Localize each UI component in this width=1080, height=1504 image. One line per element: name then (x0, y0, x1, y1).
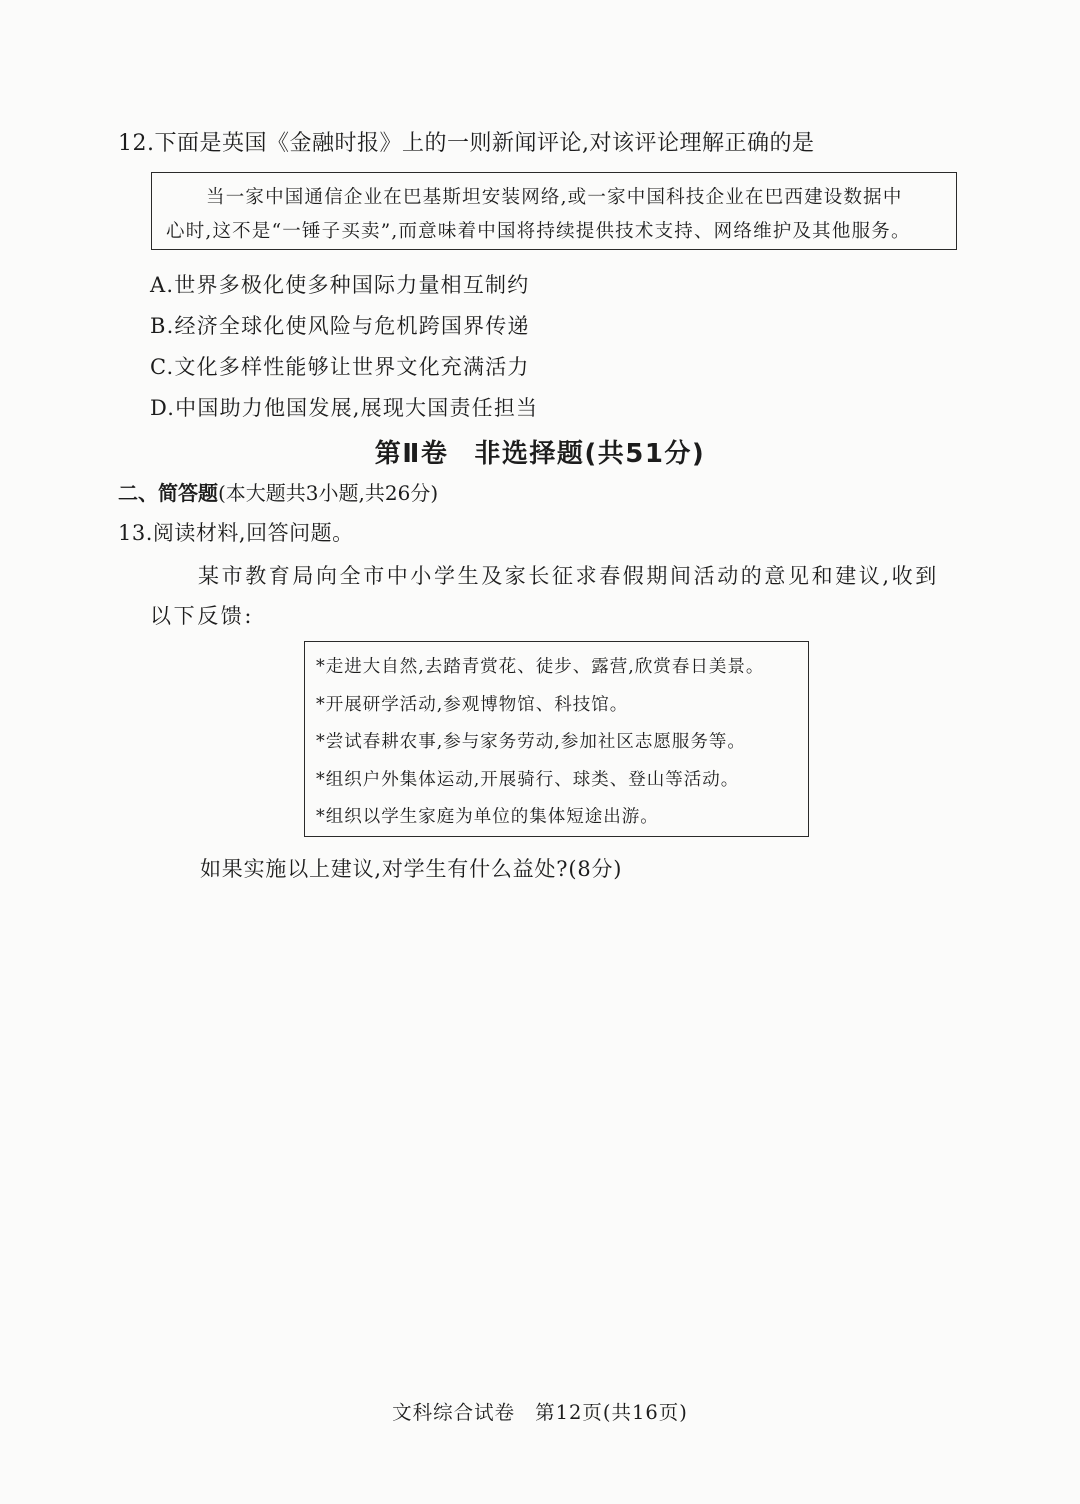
option-c: C.文化多样性能够让世界文化充满活力 (150, 355, 530, 379)
page-footer (0, 1397, 1080, 1425)
part-two-title: 二、简答题 (118, 481, 218, 505)
feedback-item: *走进大自然,去踏青赏花、徒步、露营,欣赏春日美景。 (316, 657, 765, 677)
section-title-type: 非选择题(共51分) (474, 439, 706, 469)
quote-line-1: 当一家中国通信企业在巴基斯坦安装网络,或一家中国科技企业在巴西建设数据中 (206, 187, 903, 208)
material-line-2: 以下反馈: (150, 604, 255, 628)
quote-line-2: 心时,这不是“一锤子买卖”,而意味着中国将持续提供技术支持、网络维护及其他服务。 (166, 221, 911, 242)
feedback-item: *组织以学生家庭为单位的集体短途出游。 (316, 807, 659, 827)
question-12-stem: 12.下面是英国《金融时报》上的一则新闻评论,对该评论理解正确的是 (118, 131, 815, 156)
footer-subject: 文科综合试卷 (392, 1401, 516, 1424)
material-line-1: 某市教育局向全市中小学生及家长征求春假期间活动的意见和建议,收到 (198, 564, 939, 588)
part-two-heading (118, 477, 438, 506)
option-a: A.世界多极化使多种国际力量相互制约 (150, 273, 530, 297)
question-13-ask: 如果实施以上建议,对学生有什么益处?(8分) (200, 857, 623, 881)
option-d: D.中国助力他国发展,展现大国责任担当 (150, 396, 539, 420)
news-quote-box (151, 172, 957, 250)
question-13-material (150, 556, 970, 636)
section-title (0, 433, 1080, 470)
part-two-note: (本大题共3小题,共26分) (218, 481, 439, 505)
feedback-item: *开展研学活动,参观博物馆、科技馆。 (316, 694, 629, 715)
section-title-volume: 第Ⅱ卷 (374, 439, 449, 469)
feedback-item: *尝试春耕农事,参与家务劳动,参加社区志愿服务等。 (316, 732, 746, 752)
question-13-stem: 13.阅读材料,回答问题。 (118, 521, 354, 545)
feedback-box (304, 641, 809, 837)
feedback-item: *组织户外集体运动,开展骑行、球类、登山等活动。 (316, 769, 740, 790)
option-b: B.经济全球化使风险与危机跨国界传递 (150, 314, 530, 338)
footer-page-number: 第12页(共16页) (535, 1401, 688, 1424)
